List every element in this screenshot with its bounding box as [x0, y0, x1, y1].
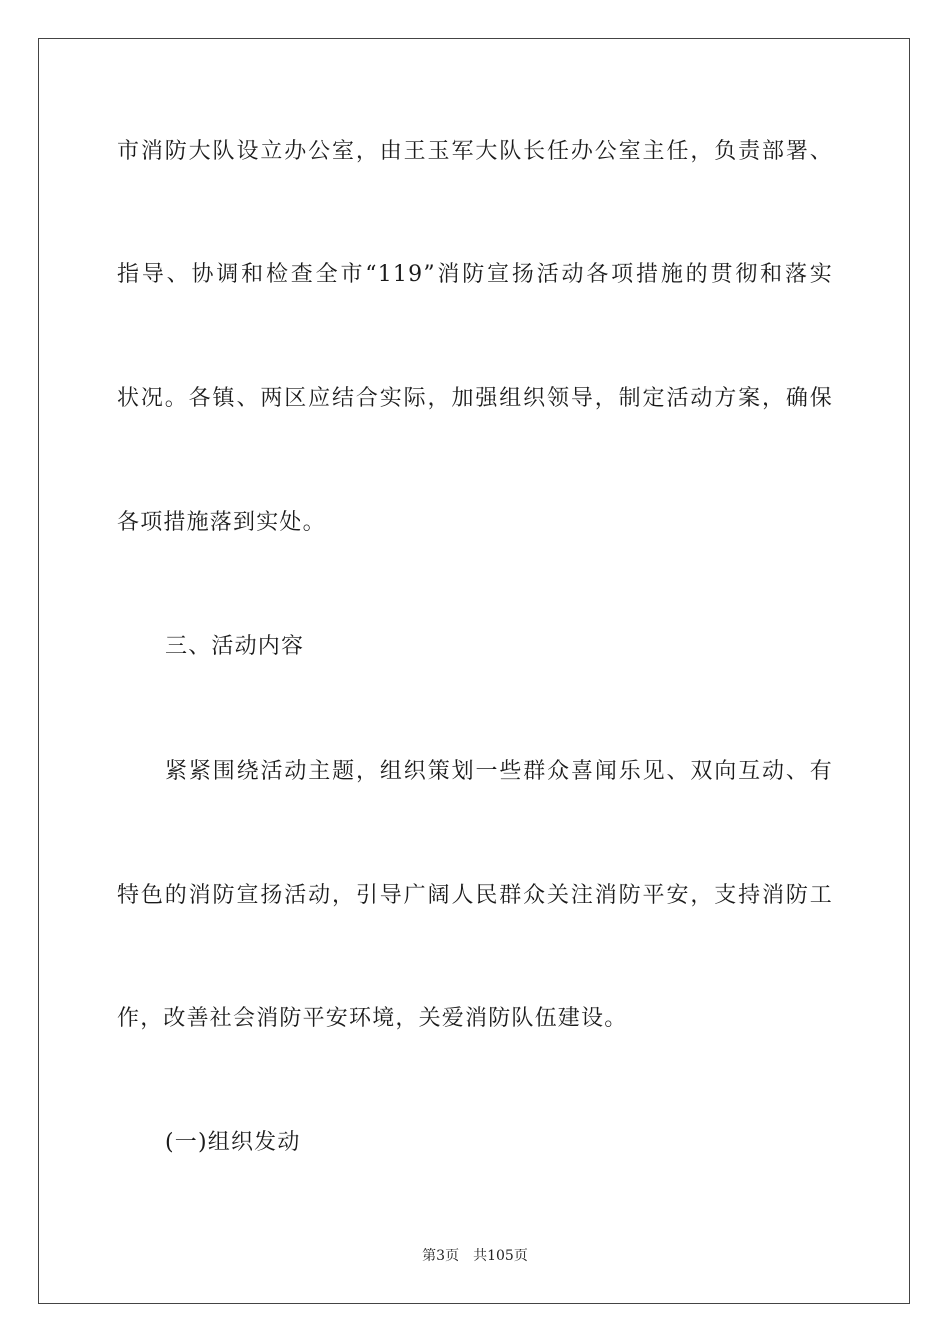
page-number: 第3页	[422, 1248, 460, 1264]
page-border	[38, 38, 910, 1304]
body-line-1: 市消防大队设立办公室，由王玉军大队长任办公室主任，负责部署、	[117, 139, 833, 164]
subsection-heading: (一)组织发动	[165, 1130, 301, 1155]
page-footer	[0, 1246, 950, 1266]
page-total: 共105页	[473, 1248, 528, 1264]
body-line-2: 指导、协调和检查全市“119”消防宣扬活动各项措施的贯彻和落实	[117, 262, 833, 287]
body-line-8: 作，改善社会消防平安环境，关爱消防队伍建设。	[117, 1006, 628, 1031]
body-line-6: 紧紧围绕活动主题，组织策划一些群众喜闻乐见、双向互动、有	[165, 759, 833, 784]
body-line-4: 各项措施落到实处。	[117, 510, 326, 535]
body-line-3: 状况。各镇、两区应结合实际，加强组织领导，制定活动方案，确保	[117, 386, 833, 411]
section-heading: 三、活动内容	[165, 634, 305, 659]
body-line-7: 特色的消防宣扬活动，引导广阔人民群众关注消防平安，支持消防工	[117, 883, 833, 908]
